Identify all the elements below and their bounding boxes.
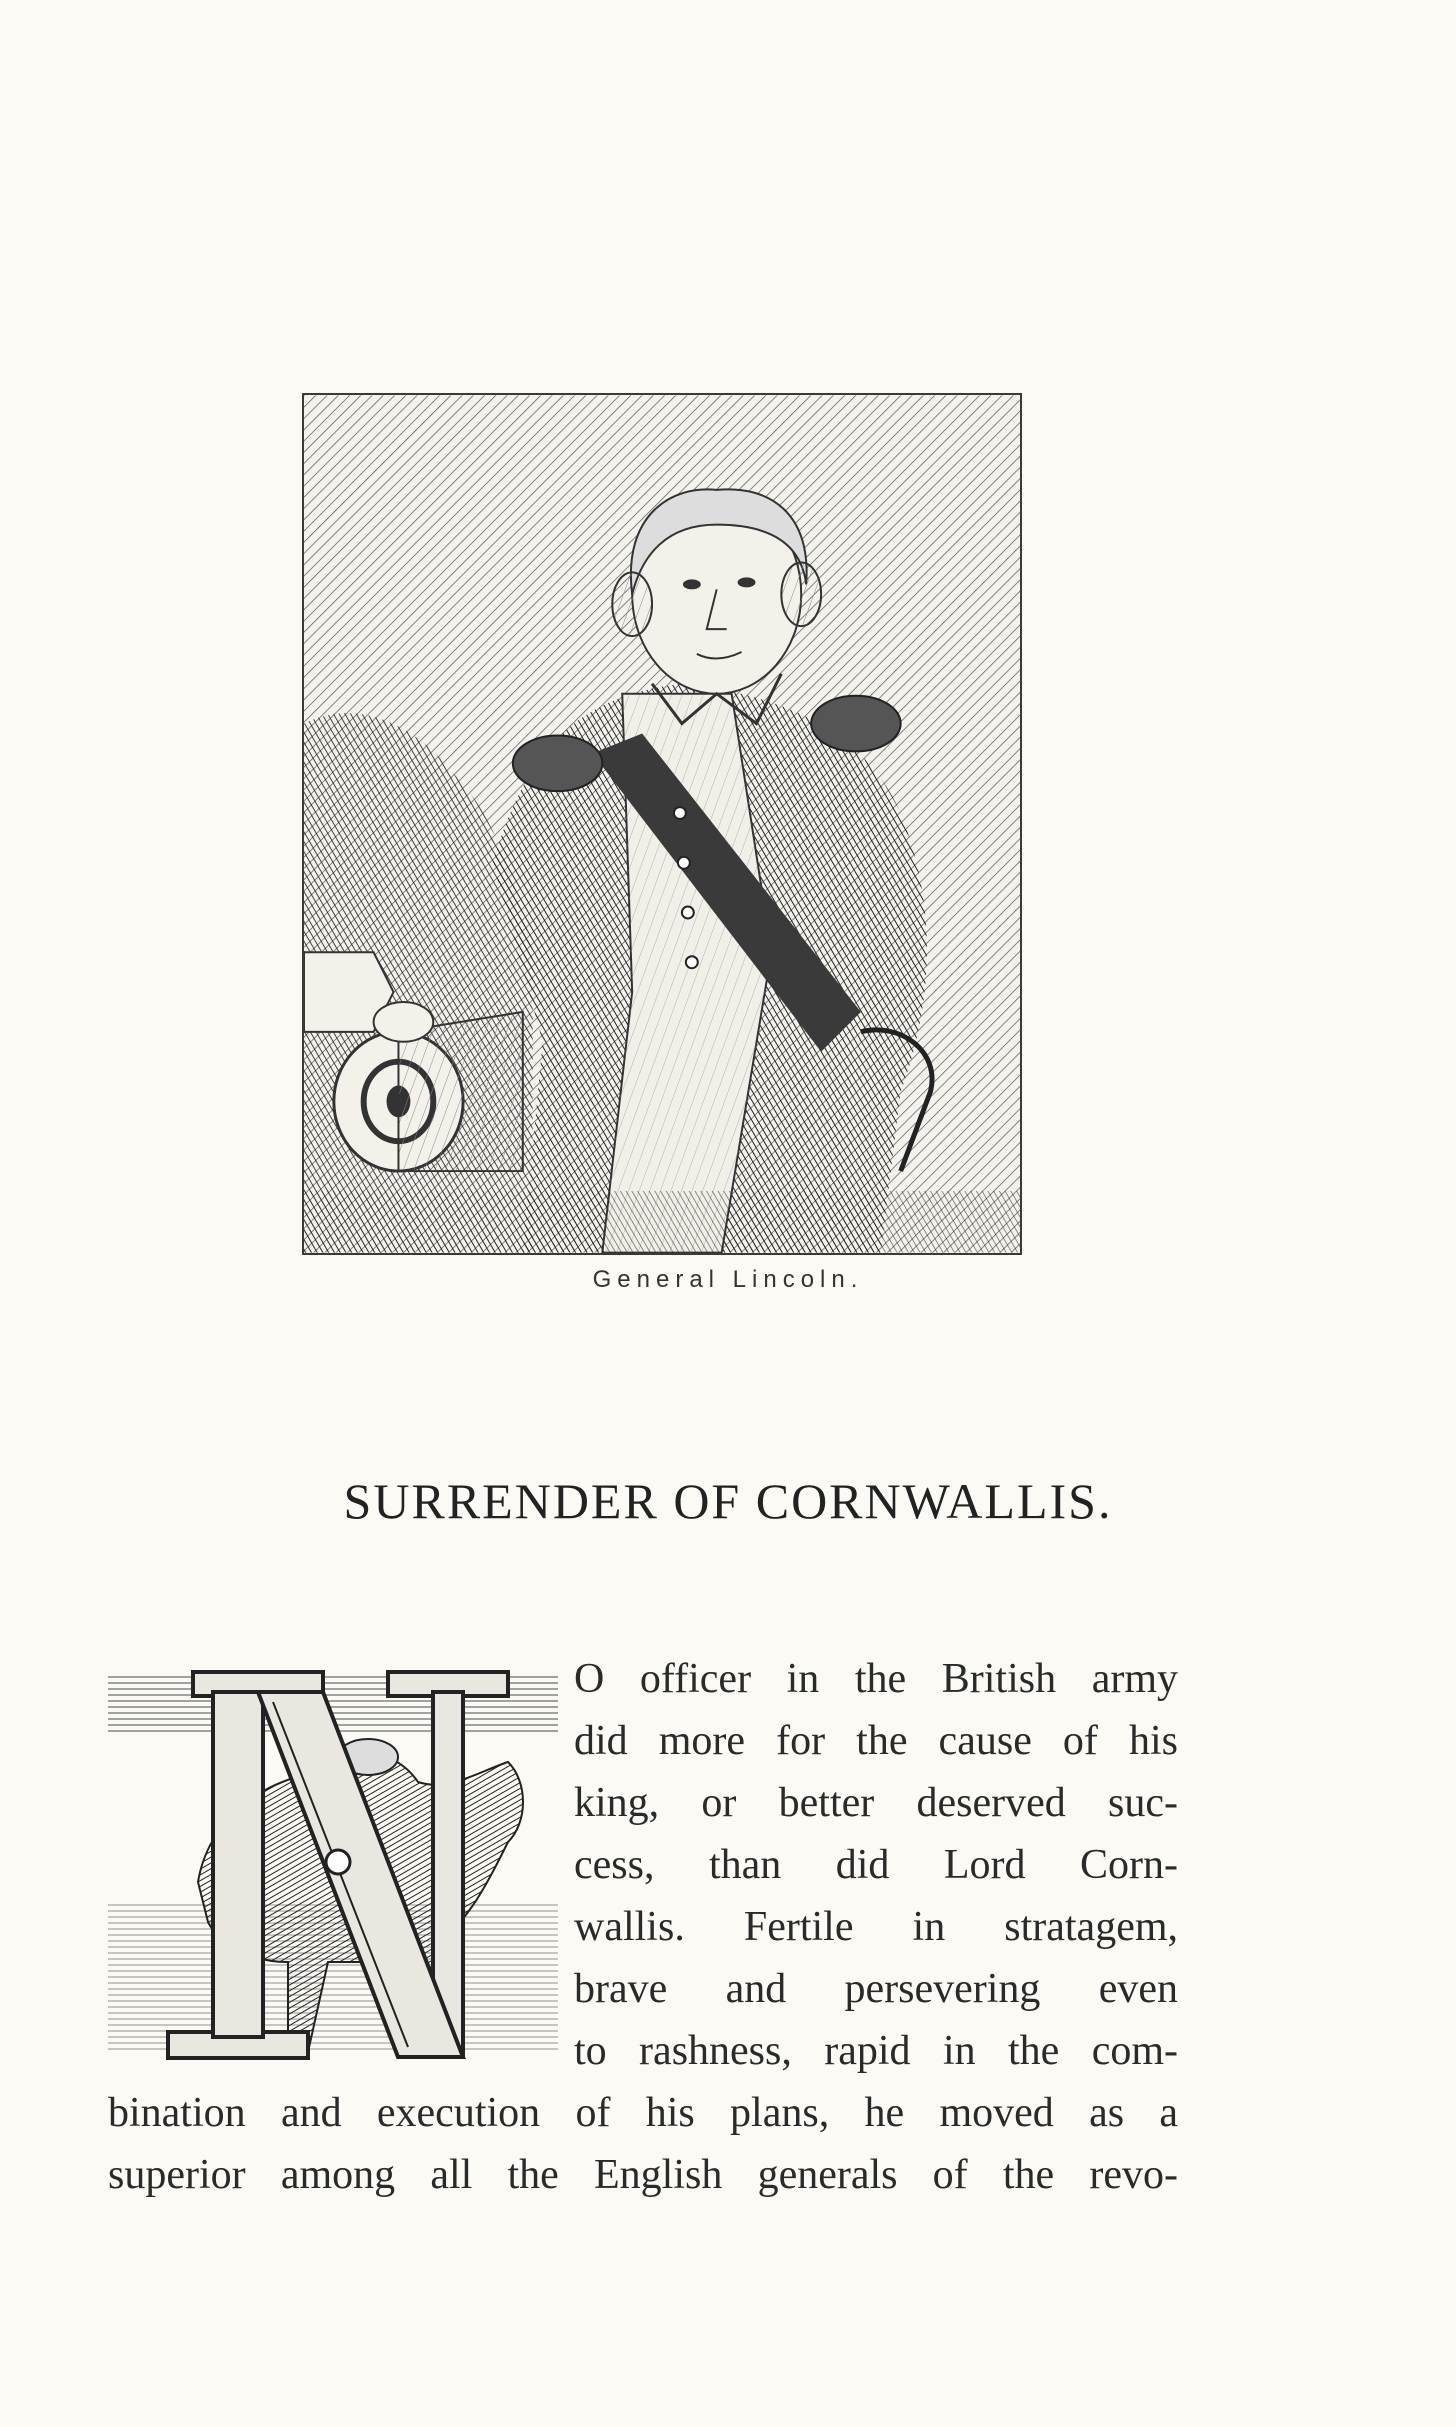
paragraph-line: brave and persevering even	[574, 1966, 1178, 2012]
paragraph-line: to rashness, rapid in the com-	[574, 2028, 1178, 2074]
svg-text:N: N	[108, 1662, 109, 1663]
paragraph-line: superior among all the English generals of the revo-	[108, 2152, 1178, 2198]
paragraph-line: O officer in the British army	[574, 1656, 1178, 1702]
paragraph-line: cess, than did Lord Corn-	[574, 1842, 1178, 1888]
paragraph-line: did more for the cause of his	[574, 1718, 1178, 1764]
paragraph-line: king, or better deserved suc-	[574, 1780, 1178, 1826]
portrait-caption: General Lincoln.	[592, 1266, 864, 1293]
decorated-initial-n-icon	[108, 1662, 558, 2077]
portrait-icon	[304, 395, 1020, 1253]
paragraph-line: bination and execution of his plans, he moved as a	[108, 2090, 1178, 2136]
paragraph-line: wallis. Fertile in stratagem,	[574, 1904, 1178, 1950]
section-title: SURRENDER OF CORNWALLIS.	[343, 1473, 1113, 1529]
portrait-engraving	[302, 393, 1022, 1255]
